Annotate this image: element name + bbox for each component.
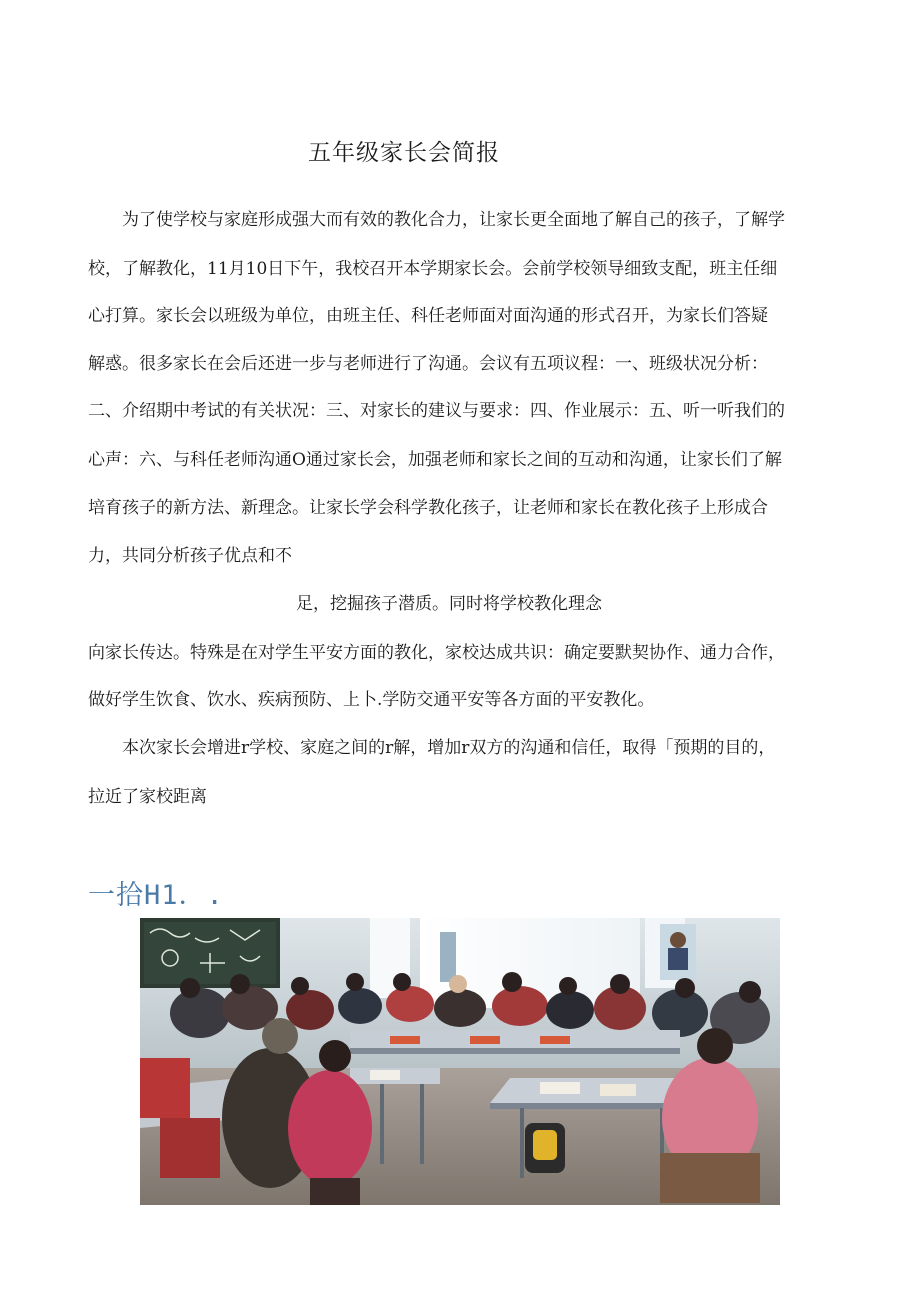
paragraph-line: 校，了解教化，11月10日下午，我校召开本学期家长会。会前学校领导细致支配，班主任细 bbox=[88, 259, 778, 279]
paragraph-line: 力，共同分析孩子优点和不 bbox=[88, 546, 292, 566]
paragraph-line: 心声：六、与科任老师沟通O通过家长会，加强老师和家长之间的互动和沟通，让家长们了解 bbox=[88, 450, 782, 470]
paragraph-line: 心打算。家长会以班级为单位，由班主任、科任老师面对面沟通的形式召开，为家长们答疑 bbox=[88, 306, 768, 326]
paragraph-line: 足，挖掘孩子潜质。同时将学校教化理念 bbox=[296, 594, 602, 614]
paragraph-line: 二、介绍期中考试的有关状况：三、对家长的建议与要求：四、作业展示：五、听一听我们的 bbox=[88, 401, 785, 421]
paragraph-line: 解惑。很多家长在会后还进一步与老师进行了沟通。会议有五项议程：一、班级状况分析： bbox=[88, 354, 768, 374]
meeting-photo bbox=[140, 918, 780, 1205]
paragraph-line: 向家长传达。特殊是在对学生平安方面的教化，家校达成共识：确定要默契协作、通力合作， bbox=[88, 643, 785, 663]
paragraph-line: 培育孩子的新方法、新理念。让家长学会科学教化孩子，让老师和家长在教化孩子上形成合 bbox=[88, 498, 768, 518]
paragraph-line: 为了使学校与家庭形成强大而有效的教化合力，让家长更全面地了解自己的孩子，了解学 bbox=[122, 210, 785, 230]
classroom-meeting-image bbox=[140, 918, 780, 1205]
paragraph-line: 做好学生饮食、饮水、疾病预防、上卜.学防交通平安等各方面的平安教化。 bbox=[88, 690, 655, 710]
page-title: 五年级家长会简报 bbox=[308, 140, 500, 166]
paragraph-line: 本次家长会增进r学校、家庭之间的r解，增加r双方的沟通和信任，取得「预期的目的， bbox=[122, 738, 776, 758]
photo-caption: 一拾H1．. bbox=[88, 880, 224, 911]
paragraph-line: 拉近了家校距离 bbox=[88, 787, 207, 807]
